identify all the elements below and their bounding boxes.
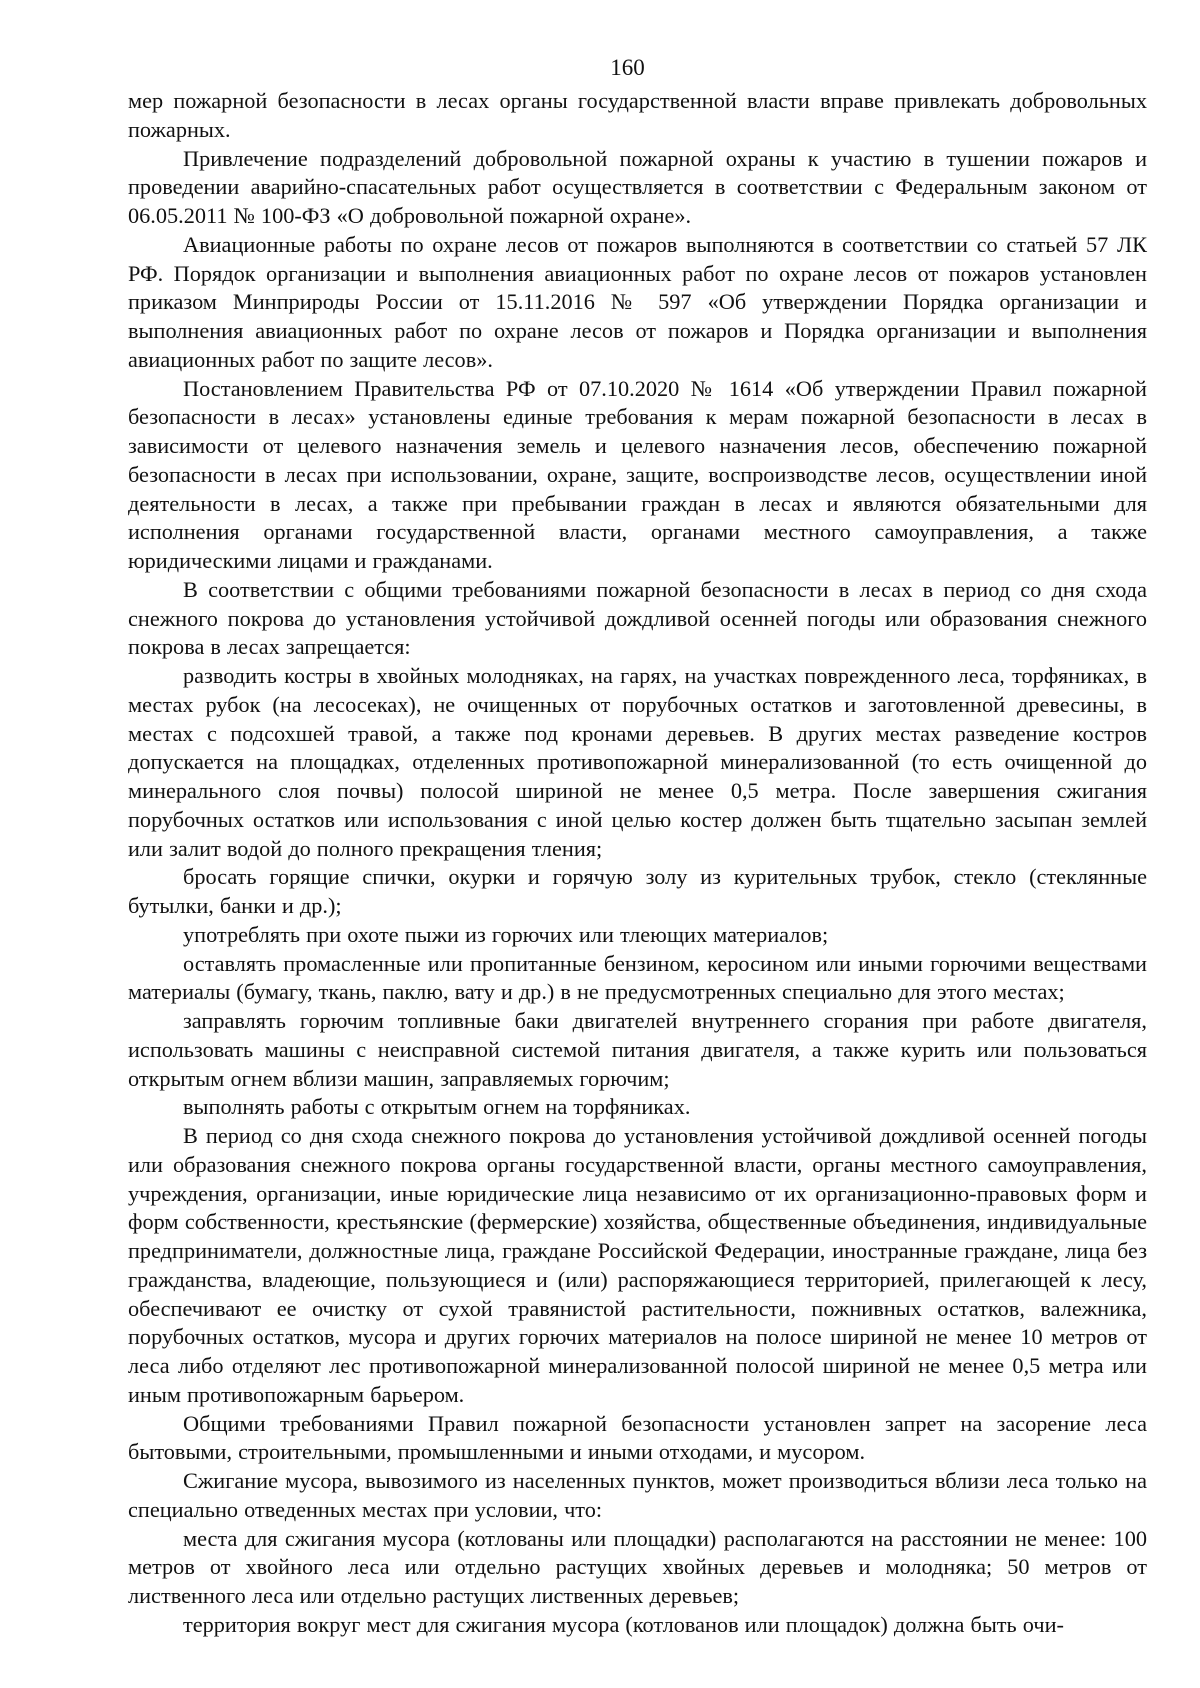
paragraph: Авиационные работы по охране лесов от пожаров выполняются в соответствии со статьей 57 ЛК РФ. Порядок организации и выполнения авиационных работ по охране лесов от пожаров установлен приказом Минприроды России от 15.11.2016 № 597 «Об утверждении Порядка организации и выполнения авиационных работ по охране лесов от пожаров и Порядка организации и выполнения авиационных работ по защите лесов». [128, 231, 1147, 372]
paragraph: Общими требованиями Правил пожарной безопасности установлен запрет на засорение леса бытовыми, строительными, промышленными и иными отходами, и мусором. [128, 1410, 1147, 1465]
paragraph: В соответствии с общими требованиями пожарной безопасности в лесах в период со дня схода снежного покрова до установления устойчивой дождливой осенней погоды или образования снежного покрова в лесах запрещается: [128, 576, 1147, 660]
list-item: выполнять работы с открытым огнем на торфяниках. [183, 1094, 691, 1120]
list-item: оставлять промасленные или пропитанные бензином, керосином или иными горючими веществами материалы (бумагу, ткань, паклю, вату и др.) в не предусмотренных специально для этого местах; [128, 950, 1147, 1005]
paragraph: мер пожарной безопасности в лесах органы государственной власти вправе привлекать добровольных пожарных. [128, 88, 1147, 142]
paragraph: Привлечение подразделений добровольной пожарной охраны к участию в тушении пожаров и проведении аварийно-спасательных работ осуществляется в соответствии с Федеральным законом от 06.05.2011 № 100-ФЗ «О добровольной пожарной охране». [128, 145, 1147, 228]
paragraph: Постановлением Правительства РФ от 07.10.2020 № 1614 «Об утверждении Правил пожарной безопасности в лесах» установлены единые требования к мерам пожарной безопасности в лесах в зависимости от целевого назначения земель и целевого назначения лесов, обеспечению пожарной безопасности в лесах при использовании, охране, защите, воспроизводстве лесов, осуществлении иной деятельности в лесах, а также при пребывании граждан в лесах и являются обязательными для исполнения органами государственной власти, органами местного самоуправления, а также юридическими лицами и гражданами. [128, 375, 1147, 573]
paragraph: Сжигание мусора, вывозимого из населенных пунктов, может производиться вблизи леса только на специально отведенных местах при условии, что: [128, 1468, 1147, 1522]
list-item: разводить костры в хвойных молодняках, на гарях, на участках поврежденного леса, торфяниках, в местах рубок (на лесосеках), не очищенных от порубочных остатков и заготовленной древесины, в местах с подсохшей травой, а также под кронами деревьев. В других местах разведение костров допускается на площадках, отделенных противопожарной минерализованной (то есть очищенной до минерального слоя почвы) полосой шириной не менее 0,5 метра. После завершения сжигания порубочных остатков или использования с иной целью костер должен быть тщательно засыпан землей или залит водой до полного прекращения тления; [128, 663, 1147, 861]
list-item: заправлять горючим топливные баки двигателей внутреннего сгорания при работе двигателя, использовать машины с неисправной системой питания двигателя, а также курить или пользоваться открытым огнем вблизи машин, заправляемых горючим; [128, 1008, 1147, 1091]
list-item: бросать горящие спички, окурки и горячую золу из курительных трубок, стекло (стеклянные бутылки, банки и др.); [128, 864, 1147, 918]
page-number: 160 [610, 55, 645, 80]
list-item: территория вокруг мест для сжигания мусора (котлованов или площадок) должна быть очи- [183, 1611, 1064, 1637]
list-item: употреблять при охоте пыжи из горючих или тлеющих материалов; [183, 921, 829, 947]
document-body [128, 87, 1147, 1640]
list-item: места для сжигания мусора (котлованы или площадки) располагаются на расстоянии не менее: 100 метров от хвойного леса или отдельно растущих хвойных деревьев и молодняка; 50 метров от лиственного леса или отдельно растущих лиственных деревьев; [128, 1525, 1147, 1608]
paragraph: В период со дня схода снежного покрова до установления устойчивой дождливой осенней погоды или образования снежного покрова органы государственной власти, органы местного самоуправления, учреждения, организации, иные юридические лица независимо от их организационно-правовых форм и форм собственности, крестьянские (фермерские) хозяйства, общественные объединения, индивидуальные предприниматели, должностные лица, граждане Российской Федерации, иностранные граждане, лица без гражданства, владеющие, пользующиеся и (или) распоряжающиеся территорией, прилегающей к лесу, обеспечивают ее очистку от сухой травянистой растительности, пожнивных остатков, валежника, порубочных остатков, мусора и других горючих материалов на полосе шириной не менее 10 метров от леса либо отделяют лес противопожарной минерализованной полосой шириной не менее 0,5 метра или иным противопожарным барьером. [128, 1123, 1147, 1407]
